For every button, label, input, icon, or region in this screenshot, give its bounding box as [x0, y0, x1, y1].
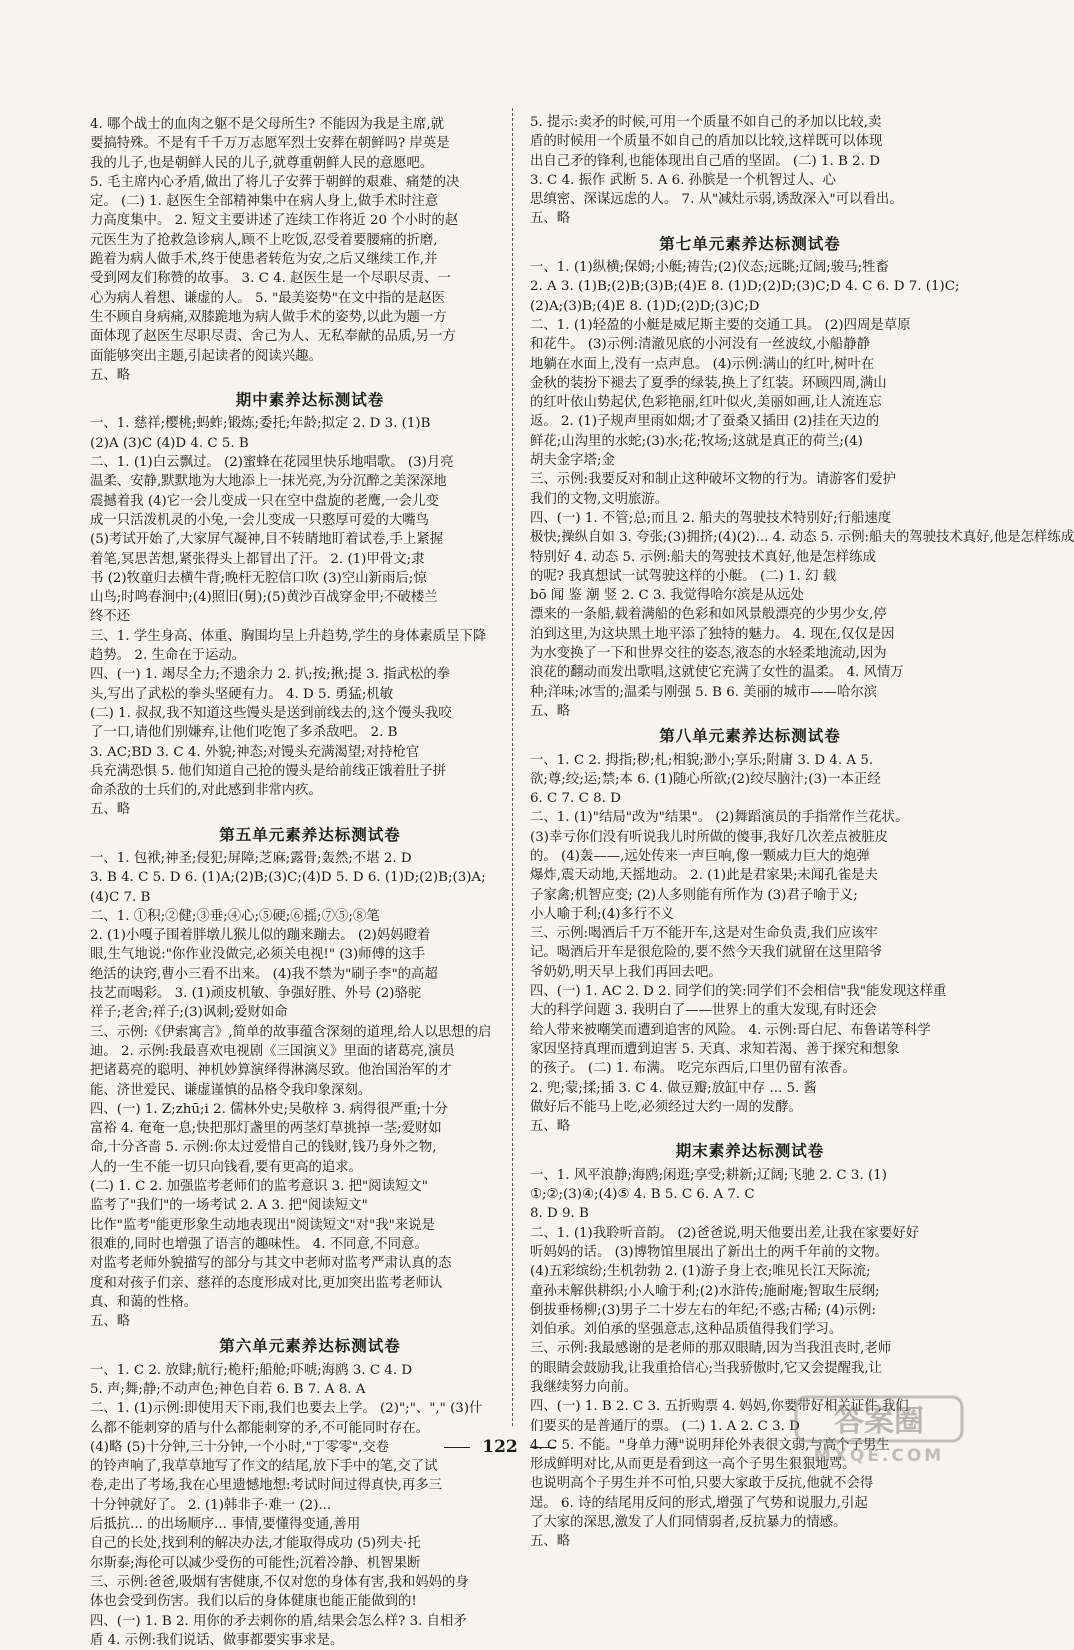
text-line: 四、(一) 1. AC 2. D 2. 同学们的笑:同学们不会相信"我"能发现这样重: [530, 984, 947, 1000]
dash-left: [444, 1447, 470, 1448]
text-line: 一、1. 风平浪静;海鸥;闲逛;享受;耕新;辽阔;飞驰 2. C 3. (1): [530, 1167, 887, 1183]
text-line: 十分钟就好了。 2. (1)韩非子·难一 (2)...: [90, 1497, 332, 1513]
text-line: (4)五彩缤纷;生机勃勃 2. (1)游子身上衣;唯见长江天际流;: [530, 1264, 871, 1280]
text-line: bō 闻 鉴 潮 竖 2. C 3. 我觉得哈尔滨是从远处: [530, 588, 804, 604]
text-line: 爷奶奶,明天早上我们再回去吧。: [530, 964, 722, 980]
text-line: 五、略: [530, 1534, 571, 1550]
text-line: 欲;尊;绞;运;禁;本 6. (1)随心所欲;(2)绞尽脑汁;(3)一本正经: [530, 771, 881, 787]
text-line: 二、1. (1)"结局"改为"结果"。 (2)舞蹈演员的手指常作兰花状。: [530, 810, 909, 826]
text-line: 生不顾自身病痛,双膝跪地为病人做手术的姿势,以此为题一方: [90, 309, 447, 325]
text-line: 形成鲜明对比,从而更是看到这一高个子男生狠狠地骂。: [530, 1457, 856, 1473]
text-line: 我继续努力向前。: [530, 1380, 638, 1395]
text-line: 二、1. (1)轻盈的小艇是威尼斯主要的交通工具。 (2)四周是草原: [530, 317, 911, 333]
text-line: 把诸葛亮的聪明、神机妙算演绎得淋漓尽致。他治国治军的才: [90, 1063, 452, 1079]
text-line: 的眼睛会鼓励我,让我重拾信心;当我骄傲时,它又会提醒我,让: [530, 1360, 883, 1376]
text-line: 命,十分吝啬 5. 示例:你太过爱惜自己的钱财,钱乃身外之物,: [90, 1140, 437, 1156]
text-line: (二) 1. 叔叔,我不知道这些馒头是送到前线去的,这个馒头我咬: [90, 705, 452, 721]
text-line: 出自己矛的锋利,也能体现出自己盾的坚固。 (二) 1. B 2. D: [530, 153, 880, 169]
text-line: (二) 1. C 2. 加强监考老师们的监考意识 3. 把"阅读短文": [90, 1179, 428, 1195]
text-line: 泊到这里,为这块黑土地平添了独特的魅力。 4. 现在,仅仅是因: [530, 626, 895, 642]
section-title: 第七单元素养达标测试卷: [659, 234, 841, 253]
text-line: 四、(一) 1. Z;zhū;i 2. 儒林外史;吴敬梓 3. 病得很严重;十分: [90, 1101, 448, 1117]
text-line: 的孩子。 (二) 1. 布满。 吃完东西后,口里仍留有浓香。: [530, 1061, 856, 1077]
text-line: 温柔、安静,默默地为大地添上一抹光亮,为分沉醉之美深深地: [90, 474, 447, 490]
text-line: 爆炸,震天动地,天摇地动。 2. (1)此是君家果;未闻孔雀是夫: [530, 868, 878, 884]
dash-right: [530, 1447, 556, 1448]
text-line: 大的科学问题 3. 我明白了——世界上的重大发现,有时还会: [530, 1003, 877, 1019]
text-line: 眼,生气地说:"你作业没做完,必须关电视!" (3)师傅的这手: [90, 947, 426, 963]
text-line: 卷,走出了考场,我在心里遗憾地想:考试时间过得真快,再多三: [90, 1478, 443, 1494]
text-line: 成一只活泼机灵的小兔,一会儿变成一只憨厚可爱的大嘴鸟: [90, 512, 430, 528]
text-line: 比作"监考"能更形象生动地表现出"阅读短文"对"我"来说是: [90, 1217, 435, 1233]
text-line: 的呢? 我真想试一试驾驶这样的小艇。 (二) 1. 幻 载: [530, 568, 837, 584]
text-line: 五、略: [530, 211, 571, 227]
text-line: (4)略 (5)十分钟,三十分钟,一个小时,"丁零零",交卷: [90, 1439, 390, 1455]
text-line: 震撼着我 (4)它一会儿变成一只在空中盘旋的老鹰,一会儿变: [90, 493, 439, 509]
text-line: 受到网友们称赞的故事。 3. C 4. 赵医生是一个尽职尽责、一: [90, 271, 451, 287]
text-line: 也说明高个子男生并不可怕,只要大家敢于反抗,他就不会得: [530, 1476, 874, 1492]
text-line: (2)A (3)C (4)D 4. C 5. B: [90, 435, 249, 451]
text-line: 五、略: [530, 1119, 571, 1135]
section-title: 期中素养达标测试卷: [235, 391, 385, 410]
text-line: 很难的,同时也增强了语言的趣味性。 4. 不同意,不同意。: [90, 1236, 428, 1252]
text-line: 了大家的深思,激发了人们同情弱者,反抗暴力的情感。: [530, 1515, 847, 1531]
text-line: 二、1. (1)我聆听音韵。 (2)爸爸说,明天他要出差,让我在家要好好: [530, 1225, 920, 1241]
text-line: 兵充满恐惧 5. 他们知道自己抢的馒头是给前线正饿着肚子拼: [90, 763, 447, 779]
text-line: 盾的时候用一个质量不如自己的盾加以比较,这样既可以体现: [530, 134, 883, 150]
text-line: 童孙未解供耕织;小人喻于利;(2)水浒传;施耐庵;智取生辰纲;: [530, 1283, 880, 1299]
text-line: 小人喻于利;(4)多行不义: [530, 906, 674, 922]
text-line: 5. 毛主席内心矛盾,做出了将儿子安葬于朝鲜的艰难、痛楚的决: [90, 174, 460, 190]
text-line: 浪花的翻动而发出歌唱,这就使它充满了女性的温柔。 4. 风情万: [530, 665, 904, 681]
text-line: 金秋的装扮下褪去了夏季的绿装,换上了红装。环顾四周,满山: [530, 375, 887, 391]
text-line: 2. A 3. (1)B;(2)B;(3)B;(4)E 8. (1)D;(2)D;(3)C;D 4. C 6. D 7. (1)C;: [530, 279, 960, 295]
text-line: 的。 (4)轰——,远处传来一声巨响,像一颗威力巨大的炮弹: [530, 848, 870, 864]
text-line: 一、1. 包袱;神圣;侵犯;屏障;芝麻;露骨;轰然;不堪 2. D: [90, 850, 412, 866]
text-line: 力高度集中。 2. 短文主要讲述了连续工作将近 20 个小时的赵: [90, 213, 459, 229]
text-line: 返。 2. (1)子规声里雨如烟;才了蚕桑又插田 (2)挂在天边的: [530, 414, 880, 430]
section-title: 期末素养达标测试卷: [675, 1142, 825, 1161]
text-line: 面能够突出主题,引起读者的阅读兴趣。: [90, 348, 322, 364]
text-line: 能、济世爱民、谦虚谨慎的品格令我印象深刻。: [90, 1082, 372, 1098]
watermark-url: MXQE.COM: [813, 1446, 945, 1466]
text-line: 和花牛。 (3)示例:清澈见底的小河没有一丝波纹,小船静静: [530, 337, 870, 353]
text-line: 倒拔垂杨柳;(3)男子二十岁左右的年纪;不惑;古稀; (4)示例:: [530, 1302, 876, 1318]
text-line: 自己的长处,找到利的解决办法,才能取得成功 (5)列夫·托: [90, 1536, 421, 1552]
text-line: 三、示例:我要反对和制止这种破坏文物的行为。请游客们爱护: [530, 472, 897, 488]
text-line: 对监考老师外貌描写的部分与其文中老师对监考严肃认真的态: [90, 1256, 452, 1272]
text-line: 技艺而喝彩。 3. (1)顽皮机敏、争强好胜、外号 (2)骆驼: [90, 986, 422, 1002]
left-column: [90, 115, 530, 1650]
text-line: 给人带来被嘲笑而遭到追害的风险。 4. 示例:哥白尼、布鲁诺等科学: [530, 1022, 931, 1038]
text-line: 定。 (二) 1. 赵医生全部精神集中在病人身上,做手术时注意: [90, 194, 439, 210]
text-line: 四、(一) 1. B 2. 用你的矛去刺你的盾,结果会怎么样? 3. 自相矛: [90, 1613, 467, 1629]
text-line: 五、略: [90, 802, 131, 818]
text-line: 么都不能刺穿的盾与什么都能刺穿的矛,不可能同时存在。: [90, 1420, 430, 1436]
text-line: 命杀敌的士兵们的,对此感到非常内疚。: [90, 783, 322, 799]
text-line: 极快;操纵自如 3. 夸张;(3)拥挤;(4)(2)... 4. 动态 5. 示例:船夫的驾驶技术真好,他是怎样练成: [530, 530, 1074, 546]
text-line: 三、示例:喝酒后千万不能开车,这是对生命负责,我们应该牢: [530, 926, 878, 942]
text-line: 6. C 7. C 8. D: [530, 791, 621, 807]
text-line: ①;②;(3)④;(4)⑤ 4. B 5. C 6. A 7. C: [530, 1187, 755, 1203]
text-line: 我的儿子,也是朝鲜人民的儿子,就尊重朝鲜人民的意愿吧。: [90, 155, 434, 171]
text-line: 尔斯泰;海伦可以减少受伤的可能性;沉着冷静、机智果断: [90, 1555, 421, 1571]
text-line: 祥子;老舍;祥子;(3)讽刺;爱财如命: [90, 1005, 288, 1021]
text-line: (2)A;(3)B;(4)E 8. (1)D;(2)D;(3)C;D: [530, 298, 760, 314]
text-line: 子家禽;机智应变; (2)人多则能有所作为 (3)君子喻于义;: [530, 887, 858, 903]
text-line: (5)考试开始了,大家屏气凝神,目不转睛地盯着试卷,手上紧握: [90, 532, 444, 548]
text-line: 度和对孩子们亲、慈祥的态度形成对比,更加突出监考老师认: [90, 1275, 443, 1291]
text-line: 的红叶依山势起伏,色彩艳丽,红叶似火,美丽如画,让人流连忘: [530, 395, 882, 411]
text-line: 五、略: [90, 367, 131, 383]
text-line: 8. D 9. B: [530, 1206, 589, 1222]
text-line: 着笔,冥思苦想,紧张得头上都冒出了汗。 2. (1)甲骨文;隶: [90, 551, 425, 567]
text-line: 元医生为了抢救急诊病人,顾不上吃饭,忍受着要腰痛的折磨,: [90, 232, 438, 248]
text-line: 三、示例:我最感谢的是老师的那双眼睛,因为当我沮丧时,老师: [530, 1341, 892, 1357]
text-line: 三、示例:《伊索寓言》,简单的故事蕴含深刻的道理,给人以思想的启: [90, 1024, 492, 1040]
text-line: 3. AC;BD 3. C 4. 外貌;神态;对馒头充满渴望;对持枪官: [90, 744, 420, 760]
text-line: 心为病人着想、谦虚的人。 5. "最美姿势"在文中指的是赵医: [90, 290, 445, 306]
section-title: 第六单元素养达标测试卷: [219, 1337, 401, 1356]
text-line: 头,写出了武松的拳头坚硬有力。 4. D 5. 勇猛;机敏: [90, 686, 394, 702]
text-line: 五、略: [90, 1314, 131, 1330]
text-line: 三、1. 学生身高、体重、胸围均呈上升趋势,学生的身体素质呈下降: [90, 628, 487, 644]
text-line: 4. 哪个战士的血肉之躯不是父母所生? 不能因为我是主席,就: [90, 117, 445, 132]
watermark-logo: [794, 1395, 964, 1465]
text-line: 四、(一) 1. 竭尽全力;不遗余力 2. 扒;按;揪;提 3. 指武松的拳: [90, 667, 451, 683]
text-line: 盾 4. 示例:我们说话、做事都要实事求是。: [90, 1632, 344, 1648]
text-line: 一、1. 慈祥;樱桃;蚂蚱;锻炼;委托;年龄;拟定 2. D 3. (1)B: [90, 416, 431, 432]
right-column: [530, 113, 1074, 1552]
text-line: 一、1. (1)纵横;保姆;小艇;祷告;(2)仪态;远眺;辽阔;骏马;牲畜: [530, 260, 889, 276]
text-line: 种;洋味;冰雪的;温柔与刚强 5. B 6. 美丽的城市——哈尔滨: [530, 684, 878, 700]
text-line: 我们的文物,文明旅游。: [530, 491, 669, 507]
text-line: 后抵抗... 的出场顺序... 事情,要懂得变通,善用: [90, 1517, 361, 1533]
text-line: 监考了"我们"的一场考试 2. A 3. 把"阅读短文": [90, 1198, 368, 1214]
text-line: 4. C 5. 不能。"身单力薄"说明拜伦外表很文弱,与高个子男生: [530, 1437, 890, 1453]
text-line: 跪着为病人做手术,终于使患者转危为安,之后又继续工作,并: [90, 252, 438, 268]
text-line: 地躺在水面上,没有一点声息。 (4)示例:满山的红叶,树叶在: [530, 356, 875, 372]
text-line: 特别好 4. 动态 5. 示例:船夫的驾驶技术真好,他是怎样练成: [530, 549, 876, 565]
text-line: 人的一生不能一切只向钱看,要有更高的追求。: [90, 1159, 363, 1175]
text-line: 刘伯承。刘伯承的坚强意志,这种品质值得我们学习。: [530, 1322, 843, 1338]
text-line: 迪。 2. 示例:我最喜欢电视剧《三国演义》里面的诸葛亮,演员: [90, 1043, 455, 1059]
text-line: 面体现了赵医生尽职尽责、舍己为人、无私奉献的品质,另一方: [90, 329, 456, 345]
watermark-text: 答案圈: [834, 1404, 924, 1439]
text-line: 2. 兜;蒙;揉;插 3. C 4. 做豆瓣;放缸中存 ... 5. 酱: [530, 1080, 817, 1096]
text-line: (3)幸亏你们没有听说我儿时所做的傻事,我好几次差点被脏皮: [530, 829, 888, 845]
text-line: 们要买的是普通厅的票。 (二) 1. A 2. C 3. D: [530, 1418, 800, 1434]
text-line: 四、(一) 1. B 2. C 3. 五折购票 4. 妈妈,你要带好相关证件,我们: [530, 1399, 909, 1415]
text-line: (4)C 7. B: [90, 889, 151, 905]
section-title: 第五单元素养达标测试卷: [219, 825, 401, 844]
text-line: 富裕 4. 奄奄一息;快把那灯盏里的两茎灯草挑掉一茎;爱财如: [90, 1121, 442, 1137]
text-line: 逞。 6. 诗的结尾用反问的形式,增强了气势和说服力,引起: [530, 1495, 868, 1511]
text-line: 一、1. C 2. 拇指;秽;札;相貌;渺小;享乐;附庸 3. D 4. A 5.: [530, 752, 874, 768]
text-line: 书 (2)牧童归去横牛背;晚杆无腔信口吹 (3)空山新雨后;惊: [90, 570, 427, 586]
text-line: 3. B 4. C 5. D 6. (1)A;(2)B;(3)C;(4)D 5. D 6. (1)D;(2)B;(3)A;: [90, 870, 486, 886]
text-line: 二、1. (1)白云飘过。 (2)蜜蜂在花园里快乐地唱歌。 (3)月亮: [90, 455, 454, 471]
text-line: 3. C 4. 振作 武断 5. A 6. 孙膑是一个机智过人、心: [530, 172, 836, 188]
text-line: 二、1. ①积;②健;③垂;④心;⑤硬;⑥摇;⑦⑤;⑧笔: [90, 908, 380, 924]
text-line: 漂来的一条船,载着满船的色彩和如风景般漂亮的少男少女,停: [530, 607, 887, 623]
text-line: 要搞特殊。不是有千千万万志愿军烈士安葬在朝鲜吗? 岸英是: [90, 136, 450, 152]
text-line: 记。喝酒后开车是很危险的,要不然今天我们就留在这里陪爷: [530, 945, 883, 961]
text-line: 四、(一) 1. 不管;总;而且 2. 船夫的驾驶技术特别好;行船速度: [530, 510, 892, 526]
column-divider: [512, 108, 513, 1426]
text-line: 五、略: [530, 703, 571, 719]
text-line: 鲜花;山沟里的水蛇;(3)水;花;牧场;这就是真正的荷兰;(4): [530, 433, 863, 449]
text-line: 山鸟;时鸣春涧中;(4)照旧(舅);(5)黄沙百战穿金甲;不破楼兰: [90, 590, 438, 606]
text-line: 2. (1)小嘎子围着胖墩儿猴儿似的蹦来蹦去。 (2)妈妈瞪着: [90, 928, 431, 944]
text-line: 终不还: [90, 609, 131, 625]
text-line: 做好后不能马上吃,必须经过大约一周的发酵。: [530, 1099, 803, 1115]
section-title: 第八单元素养达标测试卷: [659, 727, 841, 746]
text-line: 了一口,请他们别嫌弃,让他们吃饱了多杀敌吧。 2. B: [90, 725, 398, 741]
text-line: 5. 声;舞;静;不动声色;神色自若 6. B 7. A 8. A: [90, 1382, 366, 1397]
text-line: 体也会受到伤害。我们以后的身体健康也能正能做到的!: [90, 1594, 417, 1610]
text-line: 听妈妈的话。 (3)博物馆里展出了新出土的两千年前的文物。: [530, 1244, 888, 1260]
text-line: 家因坚持真理而遭到迫害 5. 天真、求知若渴、善于探究和想象: [530, 1041, 900, 1057]
text-line: 一、1. C 2. 放肆;航行;桅杆;船舱;吓唬;海鸥 3. C 4. D: [90, 1362, 413, 1378]
text-line: 二、1. (1)示例:即使用天下雨,我们也要去上学。 (2)";"、"," (3)什: [90, 1401, 483, 1417]
text-line: 趋势。 2. 生命在于运动。: [90, 648, 246, 664]
text-line: 三、示例:爸爸,吸烟有害健康,不仅对您的身体有害,我和妈妈的身: [90, 1574, 469, 1590]
text-line: 胡夫金字塔;金: [530, 453, 615, 469]
text-line: 的铃声响了,我草草地写了作文的结尾,放下手中的笔,交了试: [90, 1459, 438, 1475]
text-line: 绝活的诀窍,曹小三看不出来。 (4)我不禁为"刷子李"的高超: [90, 966, 438, 982]
text-line: 5. 提示:卖矛的时候,可用一个质量不如自己的矛加以比较,卖: [530, 115, 882, 130]
page-number: 122: [482, 1437, 518, 1457]
text-line: 思缜密、深谋远虑的人。 7. 从"减灶示弱,诱敌深入"可以看出。: [530, 192, 903, 208]
text-line: 为水变换了一下和世界交往的姿态,液态的水轻柔地流动,因为: [530, 646, 887, 662]
text-line: 真、和蔼的性格。: [90, 1294, 198, 1310]
